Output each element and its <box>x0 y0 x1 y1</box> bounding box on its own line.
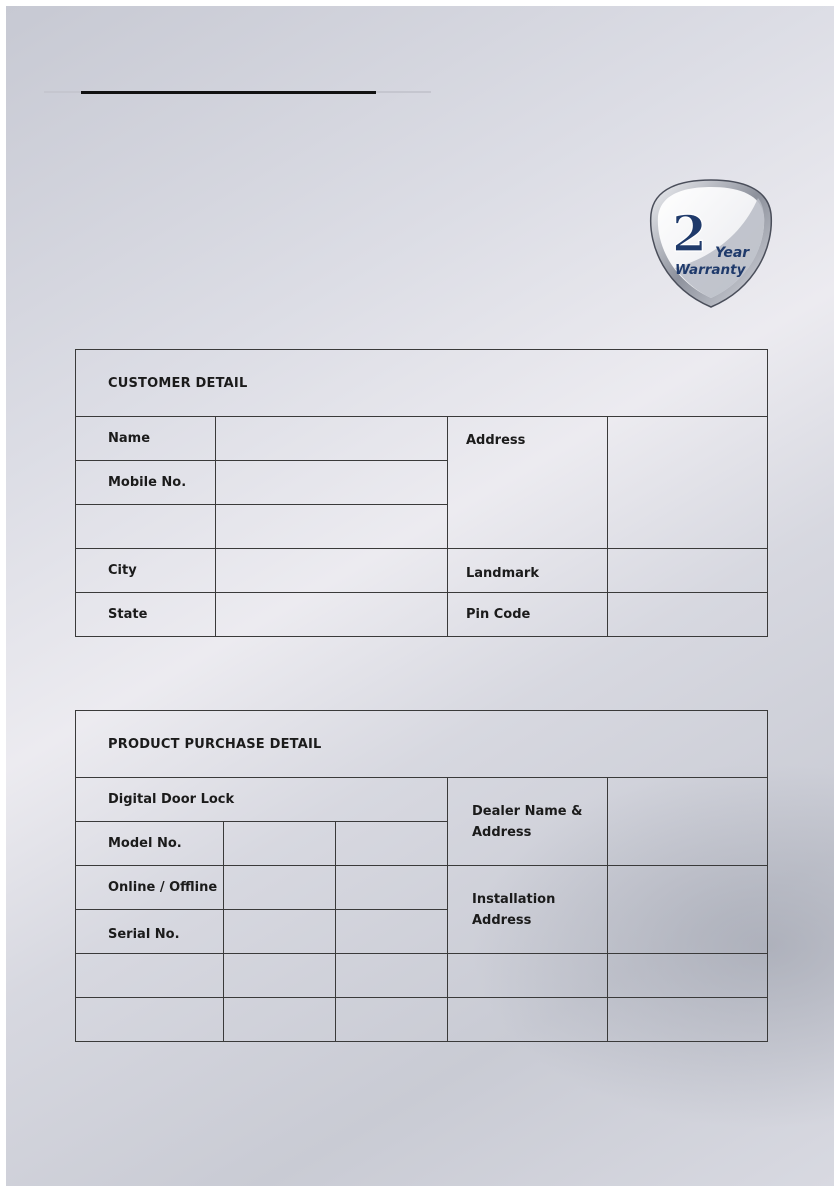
online-offline-label: Online / Offline <box>76 866 224 910</box>
badge-year-text: Year <box>715 245 750 261</box>
online-offline-field-2[interactable] <box>336 866 448 910</box>
product-purchase-table <box>75 710 768 1042</box>
warranty-card-page <box>6 6 834 1186</box>
name-field[interactable] <box>216 417 448 461</box>
city-field[interactable] <box>216 549 448 593</box>
dealer-label-line2: Address <box>472 824 532 840</box>
badge-warranty-text: Warranty <box>675 262 746 278</box>
extra-row-1-cell-2[interactable] <box>224 954 336 998</box>
badge-number: 2 <box>672 204 707 263</box>
landmark-field[interactable] <box>608 549 768 593</box>
city-label: City <box>76 549 216 593</box>
extra-row-2-cell-1[interactable] <box>76 998 224 1042</box>
installation-label <box>448 866 608 954</box>
name-label: Name <box>76 417 216 461</box>
extra-row-2-cell-2[interactable] <box>224 998 336 1042</box>
extra-row-2-cell-5[interactable] <box>608 998 768 1042</box>
address-label: Address <box>448 417 608 549</box>
mobile-field[interactable] <box>216 461 448 505</box>
model-field-2[interactable] <box>336 822 448 866</box>
extra-row-2-cell-4[interactable] <box>448 998 608 1042</box>
model-field-1[interactable] <box>224 822 336 866</box>
serial-field-1[interactable] <box>224 910 336 954</box>
landmark-label: Landmark <box>448 549 608 593</box>
pincode-label: Pin Code <box>448 593 608 637</box>
serial-label: Serial No. <box>76 910 224 954</box>
state-label: State <box>76 593 216 637</box>
blank-field[interactable] <box>216 505 448 549</box>
extra-row-1-cell-5[interactable] <box>608 954 768 998</box>
installation-field[interactable] <box>608 866 768 954</box>
blank-label-cell <box>76 505 216 549</box>
title-underline-accent <box>81 91 376 94</box>
pincode-field[interactable] <box>608 593 768 637</box>
address-field[interactable] <box>608 417 768 549</box>
extra-row-2-cell-3[interactable] <box>336 998 448 1042</box>
product-type-label: Digital Door Lock <box>76 778 448 822</box>
extra-row-1-cell-1[interactable] <box>76 954 224 998</box>
product-detail-heading: PRODUCT PURCHASE DETAIL <box>76 711 768 778</box>
extra-row-1-cell-3[interactable] <box>336 954 448 998</box>
mobile-label: Mobile No. <box>76 461 216 505</box>
state-field[interactable] <box>216 593 448 637</box>
dealer-label <box>448 778 608 866</box>
installation-label-line2: Address <box>472 912 532 928</box>
warranty-badge-icon <box>646 176 776 311</box>
dealer-field[interactable] <box>608 778 768 866</box>
warranty-badge <box>646 176 776 311</box>
installation-label-line1: Installation <box>472 891 556 907</box>
customer-detail-table <box>75 349 768 637</box>
model-label: Model No. <box>76 822 224 866</box>
serial-field-2[interactable] <box>336 910 448 954</box>
dealer-label-line1: Dealer Name & <box>472 803 583 819</box>
online-offline-field-1[interactable] <box>224 866 336 910</box>
extra-row-1-cell-4[interactable] <box>448 954 608 998</box>
customer-detail-heading: CUSTOMER DETAIL <box>76 350 768 417</box>
